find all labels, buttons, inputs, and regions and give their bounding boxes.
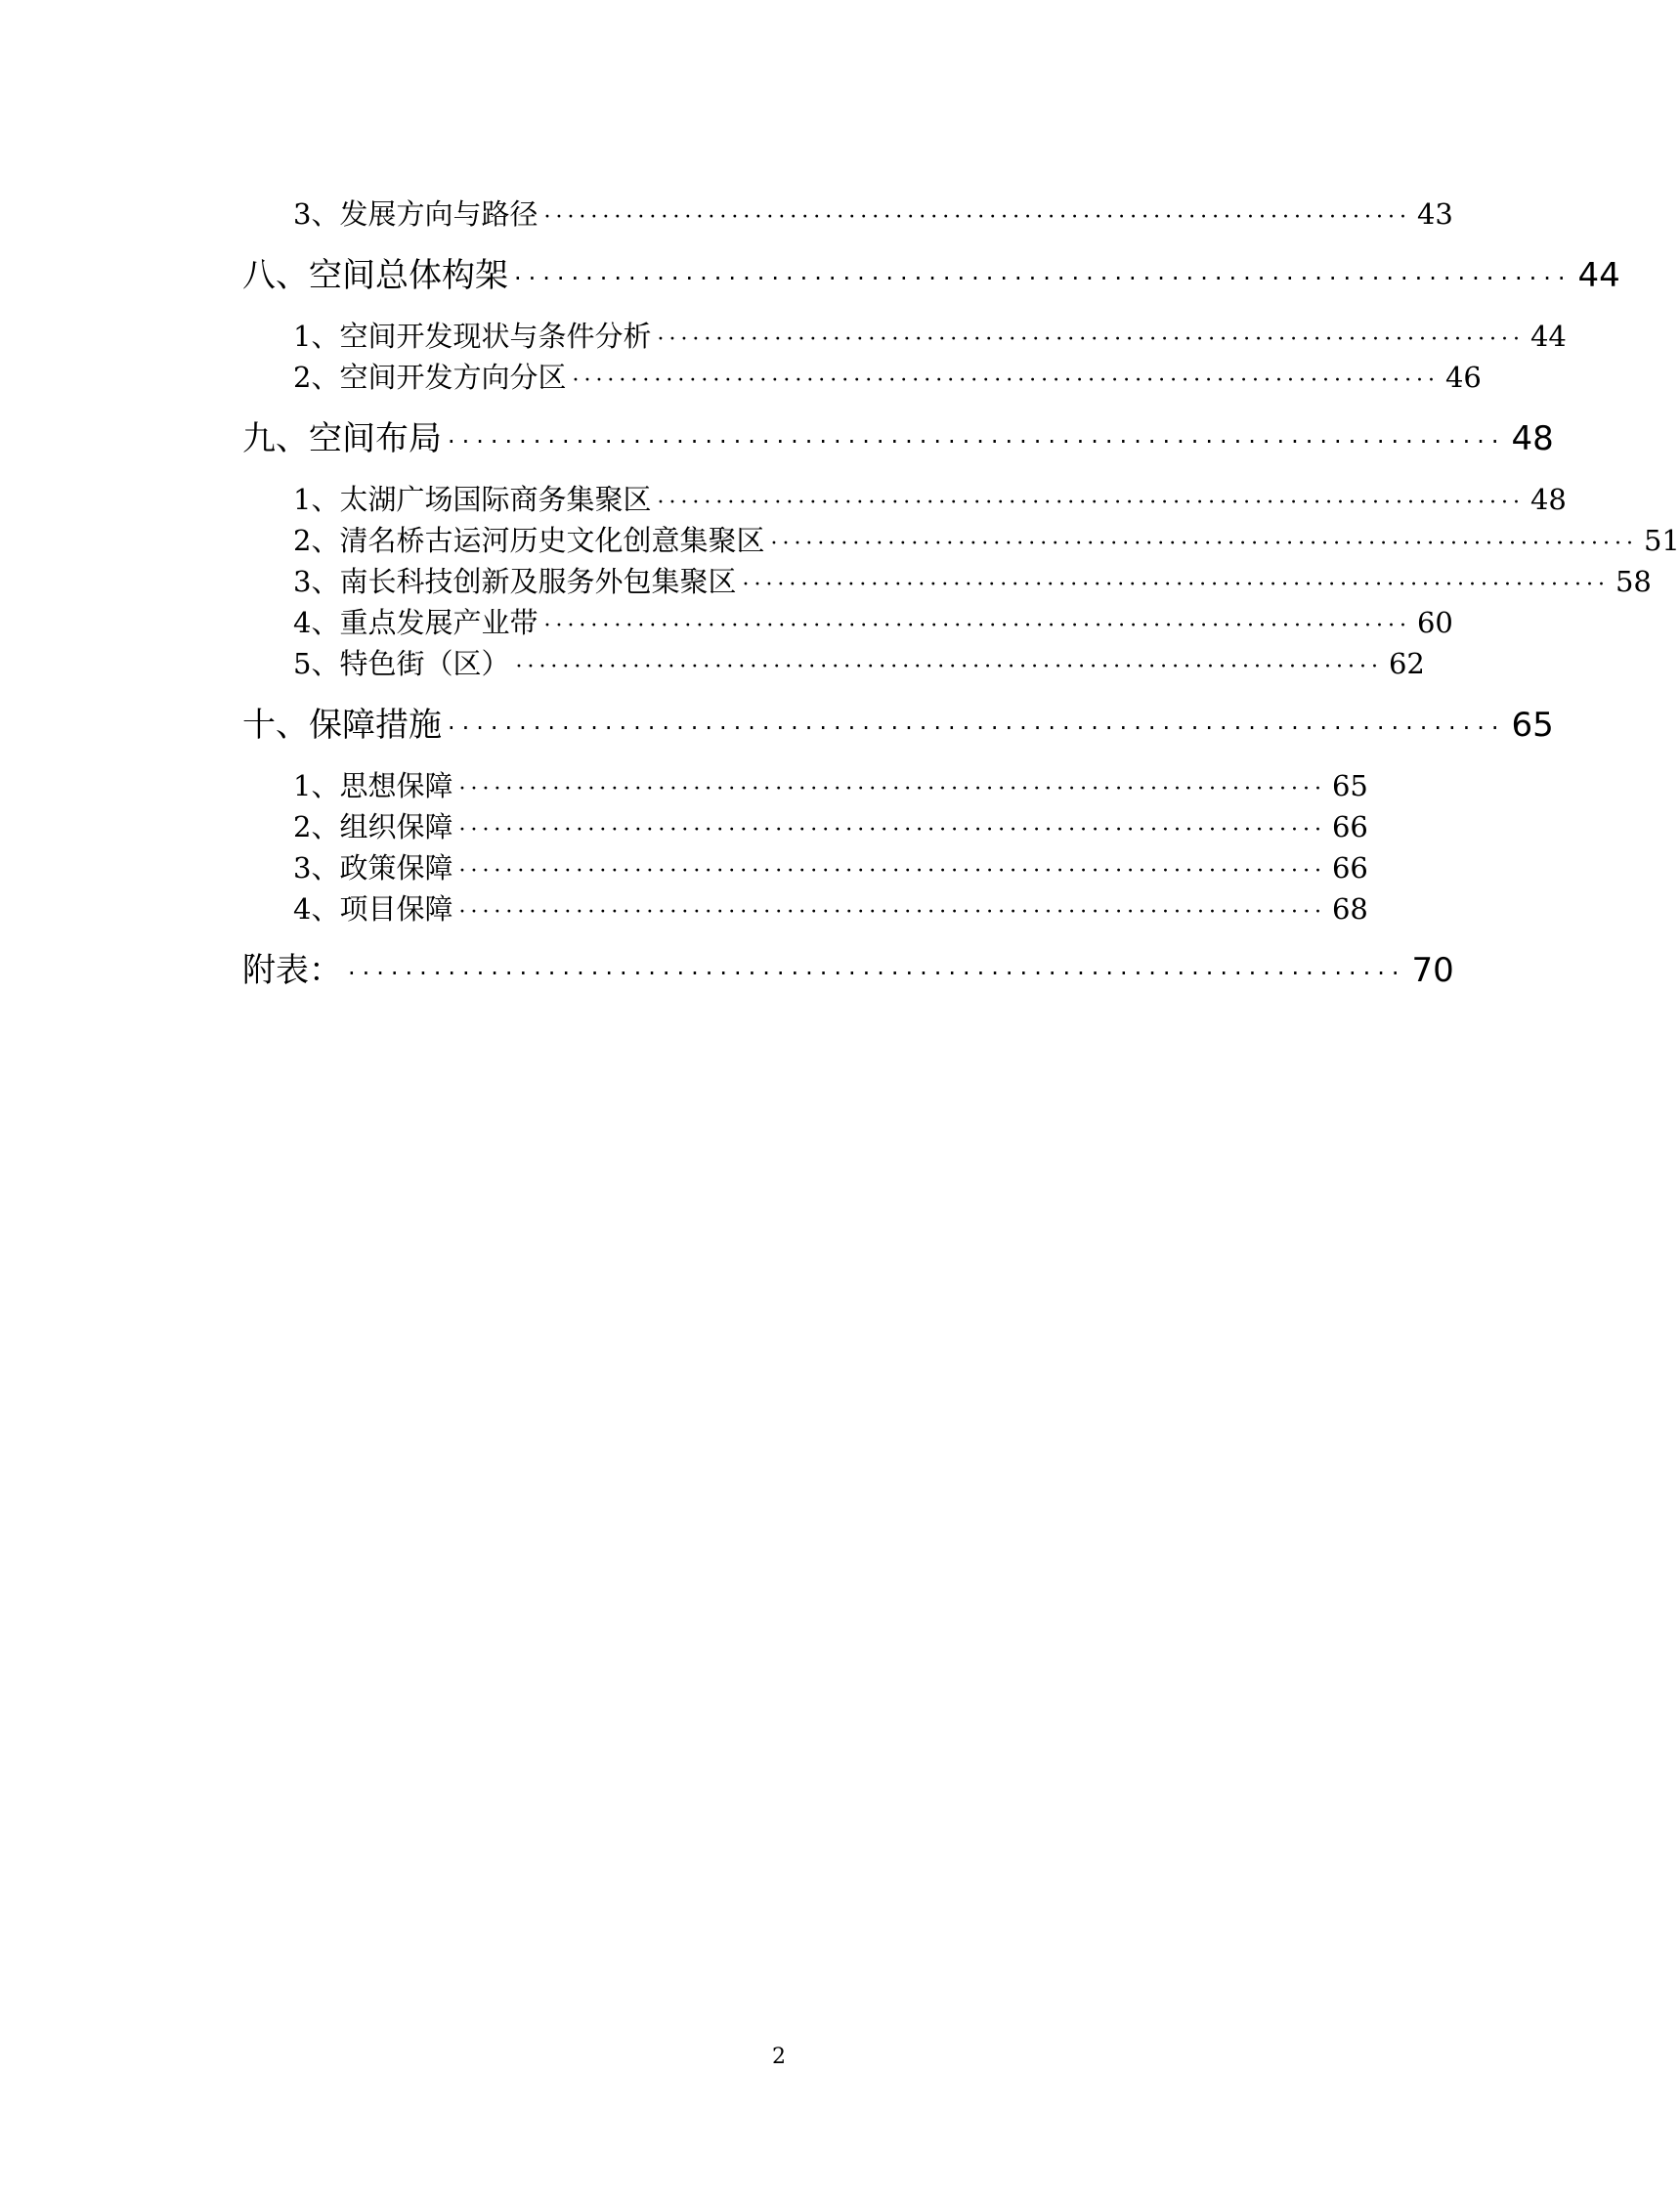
toc-entry-label: 2、清名桥古运河历史文化创意集聚区 (293, 524, 765, 557)
toc-entry[interactable] (293, 358, 1482, 397)
toc-entry-label: 3、发展方向与路径 (293, 197, 538, 231)
toc-chapter-label: 八、空间总体构架 (242, 256, 508, 295)
toc-page-number: 46 (1444, 361, 1482, 394)
toc-entry-label: 2、空间开发方向分区 (293, 361, 567, 394)
toc-entry-label: 5、特色街（区） (293, 647, 510, 680)
toc-entry-label: 1、空间开发现状与条件分析 (293, 320, 652, 353)
toc-entry-label: 4、项目保障 (293, 892, 453, 926)
toc-entry[interactable] (293, 521, 1680, 560)
toc-entry-label: 3、南长科技创新及服务外包集聚区 (293, 565, 737, 598)
toc-entry-label: 1、思想保障 (293, 769, 453, 802)
toc-chapter-label: 九、空间布局 (242, 419, 442, 458)
toc-entry-label: 1、太湖广场国际商务集聚区 (293, 483, 652, 516)
toc-chapter-entry[interactable] (242, 415, 1554, 462)
toc-entry-label: 3、政策保障 (293, 851, 453, 885)
toc-dot-leader: ·········································································· (770, 532, 1638, 556)
toc-chapter-label: 十、保障措施 (242, 706, 442, 745)
toc-entry[interactable] (293, 889, 1368, 928)
toc-entry[interactable] (293, 807, 1368, 846)
toc-page-number: 44 (1577, 256, 1620, 295)
toc-page-number: 66 (1331, 851, 1368, 885)
toc-dot-leader: ·········································································· (657, 327, 1525, 352)
toc-page-number: 44 (1529, 320, 1567, 353)
toc-dot-leader: ·········································································· (458, 818, 1326, 842)
toc-page-number: 62 (1388, 647, 1425, 680)
toc-dot-leader: ·········································································· (572, 368, 1440, 393)
toc-entry[interactable] (293, 644, 1425, 683)
toc-entry[interactable] (293, 848, 1368, 887)
toc-dot-leader: ·········································································· (348, 960, 1406, 987)
toc-chapter-entry[interactable] (242, 702, 1554, 749)
page-footer-number: 2 (772, 2045, 786, 2069)
toc-dot-leader: ·········································································· (515, 655, 1383, 679)
toc-dot-leader: ·········································································· (657, 491, 1525, 515)
toc-dot-leader: ·········································································· (543, 205, 1411, 230)
toc-entry-label: 2、组织保障 (293, 810, 453, 843)
toc-entry[interactable] (293, 562, 1652, 601)
toc-entry[interactable] (293, 317, 1567, 356)
toc-page-number: 65 (1331, 769, 1368, 802)
toc-dot-leader: ·········································································· (458, 859, 1326, 884)
toc-page-number: 48 (1511, 419, 1554, 458)
toc-dot-leader: ·········································································· (448, 714, 1506, 742)
toc-dot-leader: ·········································································· (458, 777, 1326, 801)
toc-chapter-entry[interactable] (242, 252, 1620, 299)
toc-dot-leader: ·········································································· (514, 265, 1572, 292)
toc-chapter-entry[interactable] (242, 947, 1454, 994)
toc-dot-leader: ·········································································· (742, 573, 1610, 597)
toc-page-number: 43 (1416, 197, 1453, 231)
toc-chapter-label: 附表： (242, 951, 342, 990)
toc-page-number: 51 (1643, 524, 1680, 557)
toc-page-number: 70 (1411, 951, 1454, 990)
toc-dot-leader: ·········································································· (458, 900, 1326, 925)
toc-page-number: 48 (1529, 483, 1567, 516)
toc-entry[interactable] (293, 603, 1453, 642)
toc-page-number: 65 (1511, 706, 1554, 745)
toc-entry-label: 4、重点发展产业带 (293, 606, 538, 639)
toc-entry[interactable] (293, 194, 1453, 234)
toc-dot-leader: ·········································································· (448, 428, 1506, 455)
toc-page-number: 66 (1331, 810, 1368, 843)
toc-entry[interactable] (293, 766, 1368, 805)
toc-dot-leader: ·········································································· (543, 614, 1411, 638)
toc-entry[interactable] (293, 480, 1567, 519)
toc-page-number: 60 (1416, 606, 1453, 639)
toc-page-number: 58 (1615, 565, 1652, 598)
toc-page-number: 68 (1331, 892, 1368, 926)
